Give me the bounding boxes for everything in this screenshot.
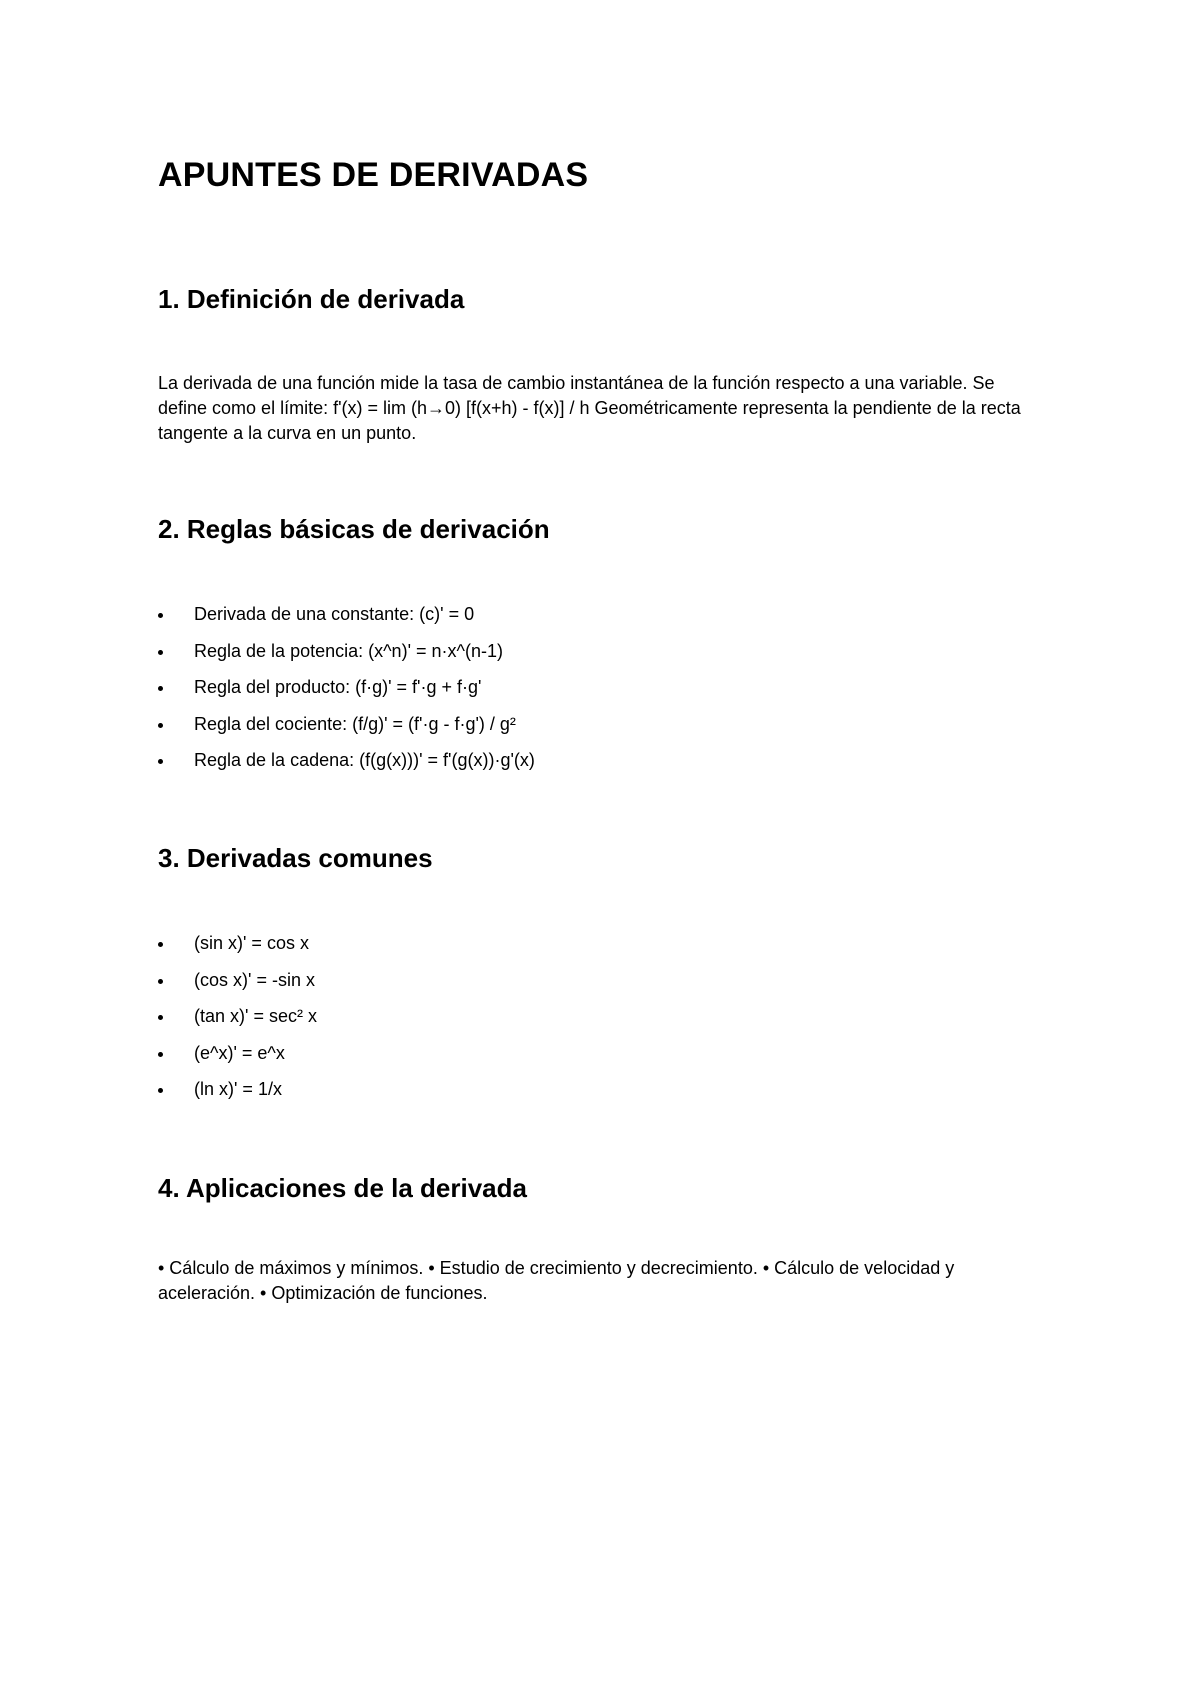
bullet-icon — [158, 759, 163, 764]
rules-list — [158, 602, 535, 785]
list-item-text: Regla del cociente: (f/g)' = (f'·g - f·g') / g² — [194, 713, 516, 734]
bullet-icon — [158, 613, 163, 618]
list-item-text: Regla de la cadena: (f(g(x)))' = f'(g(x))·g'(x) — [194, 750, 535, 770]
bullet-icon — [158, 942, 163, 947]
list-item — [158, 1004, 317, 1041]
bullet-icon — [158, 1015, 163, 1020]
list-item-text: (ln x)' = 1/x — [194, 1079, 282, 1099]
section-paragraph-aplicaciones: • Cálculo de máximos y mínimos. • Estudio de crecimiento y decrecimiento. • Cálculo de velocidad y aceleración. • Optimización de funciones. — [158, 1258, 955, 1303]
common-derivatives-list — [158, 931, 317, 1114]
list-item-text: (sin x)' = cos x — [194, 933, 309, 953]
section-heading-aplicaciones: 4. Aplicaciones de la derivada — [158, 1173, 527, 1203]
section-heading-reglas: 2. Reglas básicas de derivación — [158, 514, 550, 544]
list-item-text: Regla del producto: (f·g)' = f'·g + f·g' — [194, 677, 482, 697]
list-item-text: (cos x)' = -sin x — [194, 969, 315, 990]
section-paragraph-definicion: La derivada de una función mide la tasa de cambio instantánea de la función respecto a una variable. Se define como el límite: f'(x) = lim (h→0) [f(x+h) - f(x)] / h Geométricamente representa la pendiente de la recta tangente a la curva en un punto. — [158, 373, 1021, 443]
list-item — [158, 639, 535, 676]
bullet-icon — [158, 979, 163, 984]
list-item — [158, 968, 317, 1005]
list-item-text: Regla de la potencia: (x^n)' = n·x^(n-1) — [194, 640, 503, 661]
list-item-text: (tan x)' = sec² x — [194, 1006, 317, 1026]
bullet-icon — [158, 686, 163, 691]
list-item — [158, 712, 535, 749]
list-item — [158, 1077, 317, 1114]
list-item — [158, 931, 317, 968]
section-heading-definicion: 1. Definición de derivada — [158, 284, 465, 314]
section-heading-derivadas-comunes: 3. Derivadas comunes — [158, 843, 433, 873]
list-item-text: (e^x)' = e^x — [194, 1042, 285, 1063]
list-item-text: Derivada de una constante: (c)' = 0 — [194, 604, 475, 624]
bullet-icon — [158, 1088, 163, 1093]
list-item — [158, 675, 535, 712]
document-title: APUNTES DE DERIVADAS — [158, 156, 589, 194]
bullet-icon — [158, 650, 163, 655]
bullet-icon — [158, 1052, 163, 1057]
list-item — [158, 602, 535, 639]
list-item — [158, 1041, 317, 1078]
bullet-icon — [158, 723, 163, 728]
list-item — [158, 748, 535, 785]
